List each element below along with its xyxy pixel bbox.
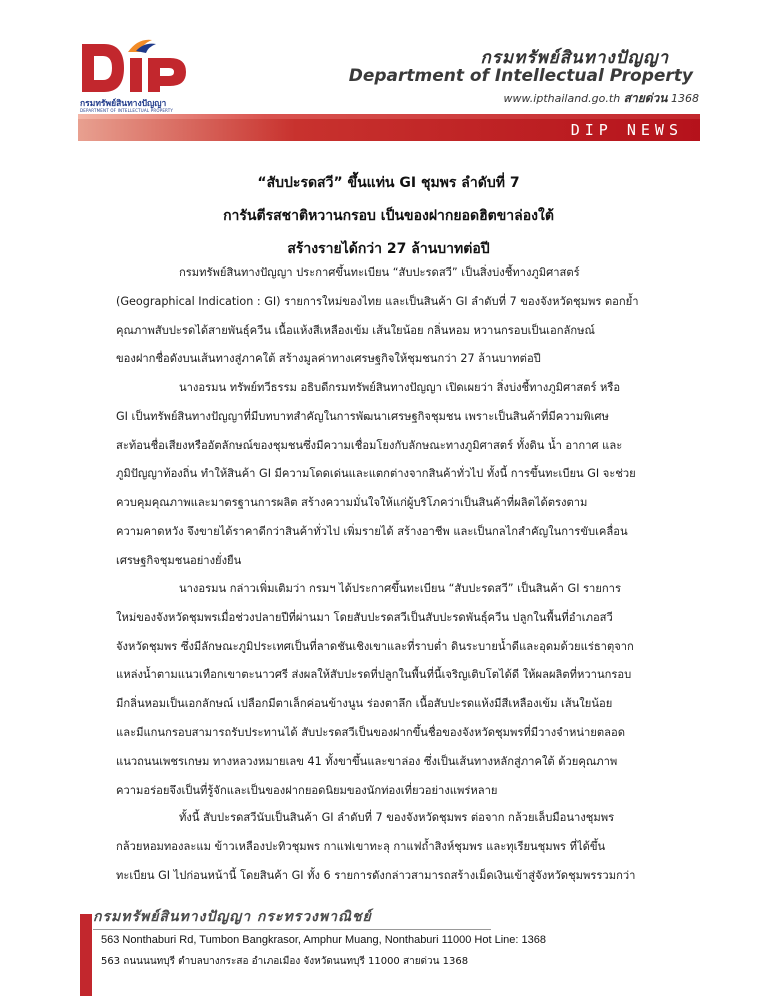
headline-line-3: สร้างรายได้กว่า 27 ล้านบาทต่อปี — [287, 241, 490, 257]
text-line: ใหม่ของจังหวัดชุมพรเมื่อช่วงปลายปีที่ผ่านมา โดยสับปะรดสวีเป็นสับปะรดพันธุ์ควีน ปลูกในพื้นที่อำเภอสวี — [116, 610, 613, 624]
paragraph-3 — [116, 575, 666, 805]
text-line: แนวถนนเพชรเกษม ทางหลวงหมายเลข 41 ทั้งขาขึ้นและขาล่อง ซึ่งเป็นเส้นทางหลักสู่ภาคใต้ ด้วยคุณภาพ — [116, 754, 618, 768]
text-line: แหล่งน้ำตามแนวเทือกเขาตะนาวศรี ส่งผลให้สับปะรดที่ปลูกในพื้นที่นี้เจริญเติบโตได้ดี ให้ผลผลิตที่หวานกรอบ — [116, 668, 632, 682]
hotline-label: สายด่วน — [623, 91, 668, 105]
text-line: คุณภาพสับปะรดได้สายพันธุ์ควีน เนื้อแห้งสีเหลืองเข้ม เส้นใยน้อย กลิ่นหอม หวานกรอบเป็นเอกลักษณ์ — [116, 323, 595, 337]
text-line: นางอรมน กล่าวเพิ่มเติมว่า กรมฯ ได้ประกาศขึ้นทะเบียน “สับปะรดสวี” เป็นสินค้า GI รายการ — [179, 582, 621, 595]
headline-line-2: การันตีรสชาติหวานกรอบ เป็นของฝากยอดฮิตขาล่องใต้ — [223, 208, 554, 224]
hotline-number: 1368 — [671, 92, 699, 105]
text-line: ความอร่อยจึงเป็นที่รู้จักและเป็นของฝากยอดนิยมของนักท่องเที่ยวอย่างแพร่หลาย — [116, 783, 498, 797]
news-banner-text: DIP NEWS — [570, 121, 683, 139]
headline-line-1: “สับปะรดสวี” ขึ้นแท่น GI ชุมพร ลำดับที่ 7 — [257, 175, 520, 191]
logo-subtitle-th: กรมทรัพย์สินทางปัญญา — [80, 99, 167, 109]
footer-address-th: 563 ถนนนนทบุรี ตำบลบางกระสอ อำเภอเมือง จังหวัดนนทบุรี 11000 สายด่วน 1368 — [101, 956, 469, 967]
text-line: และมีแกนกรอบสามารถรับประทานได้ สับปะรดสวีเป็นของฝากขึ้นชื่อของจังหวัดชุมพรที่มีวางจำหน่ายตลอด — [116, 725, 625, 739]
org-name-th: กรมทรัพย์สินทางปัญญา — [480, 48, 669, 68]
text-line: GI เป็นทรัพย์สินทางปัญญาที่มีบทบาทสำคัญในการพัฒนาเศรษฐกิจชุมชน เพราะเป็นสินค้าที่มีความพิเศษ — [116, 409, 609, 423]
text-line: กรมทรัพย์สินทางปัญญา ประกาศขึ้นทะเบียน “สับปะรดสวี” เป็นสิ่งบ่งชี้ทางภูมิศาสตร์ — [179, 266, 580, 279]
text-line: มีกลิ่นหอมเป็นเอกลักษณ์ เปลือกมีตาเล็กค่อนข้างนูน ร่องตาลึก เนื้อสับปะรดแห้งมีสีเหลืองเข้ม เส้นใยน้อย — [116, 697, 613, 711]
footer-divider — [93, 929, 491, 930]
text-line: ควบคุมคุณภาพและมาตรฐานการผลิต สร้างความมั่นใจให้แก่ผู้บริโภคว่าเป็นสินค้าที่ผลิตได้ตรงตาม — [116, 496, 588, 510]
text-line: ของฝากชื่อดังบนเส้นทางสู่ภาคใต้ สร้างมูลค่าทางเศรษฐกิจให้ชุมชนกว่า 27 ล้านบาทต่อปี — [116, 352, 541, 366]
text-line: จังหวัดชุมพร ซึ่งมีลักษณะภูมิประเทศเป็นที่ลาดชันเชิงเขาและที่ราบต่ำ ดินระบายน้ำดีและอุดมด้วยแร่ธาตุจาก — [116, 639, 634, 653]
website-hotline — [504, 89, 699, 108]
text-line: ทั้งนี้ สับปะรดสวีนับเป็นสินค้า GI ลำดับที่ 7 ของจังหวัดชุมพร ต่อจาก กล้วยเล็บมือนางชุมพร — [179, 811, 615, 824]
text-line: (Geographical Indication : GI) รายการใหม่ของไทย และเป็นสินค้า GI ลำดับที่ 7 ของจังหวัดชุมพร ตอกย้ำ — [116, 294, 639, 308]
website-text: www.ipthailand.go.th — [503, 92, 621, 105]
footer-address-en: 563 Nonthaburi Rd, Tumbon Bangkrasor, Amphur Muang, Nonthaburi 11000 Hot Line: 1368 — [101, 934, 546, 946]
text-line: สะท้อนชื่อเสียงหรืออัตลักษณ์ของชุมชนซึ่งมีความเชื่อมโยงกับลักษณะทางภูมิศาสตร์ ทั้งดิน น้ำ อากาศ และ — [116, 438, 623, 452]
text-line: ภูมิปัญญาท้องถิ่น ทำให้สินค้า GI มีความโดดเด่นและแตกต่างจากสินค้าทั่วไป ทั้งนี้ การขึ้นทะเบียน GI จะช่วย — [116, 467, 636, 481]
org-name-en: Department of Intellectual Property — [348, 66, 693, 86]
logo-subtitle-en: DEPARTMENT OF INTELLECTUAL PROPERTY — [80, 108, 174, 113]
paragraph-1 — [116, 259, 666, 374]
footer-red-accent — [80, 914, 92, 996]
paragraph-4 — [116, 804, 666, 890]
text-line: ความคาดหวัง จึงขายได้ราคาดีกว่าสินค้าทั่วไป เพิ่มรายได้ สร้างอาชีพ และเป็นกลไกสำคัญในการขับเคลื่อน — [116, 524, 628, 538]
text-line: ทะเบียน GI ไปก่อนหน้านี้ โดยสินค้า GI ทั้ง 6 รายการดังกล่าวสามารถสร้างเม็ดเงินเข้าสู่จังหวัดชุมพรรวมกว่า — [116, 868, 636, 882]
text-line: นางอรมน ทรัพย์ทวีธรรม อธิบดีกรมทรัพย์สินทางปัญญา เปิดเผยว่า สิ่งบ่งชี้ทางภูมิศาสตร์ หรือ — [179, 381, 621, 394]
paragraph-2 — [116, 374, 666, 576]
text-line: กล้วยหอมทองละแม ข้าวเหลืองปะทิวชุมพร กาแฟเขาทะลุ กาแฟถ้ำสิงห์ชุมพร และทุเรียนชุมพร ที่ได้ขึ้น — [116, 839, 606, 853]
footer-org-line: กรมทรัพย์สินทางปัญญา กระทรวงพาณิชย์ — [93, 909, 372, 925]
text-line: เศรษฐกิจชุมชนอย่างยั่งยืน — [116, 553, 242, 567]
